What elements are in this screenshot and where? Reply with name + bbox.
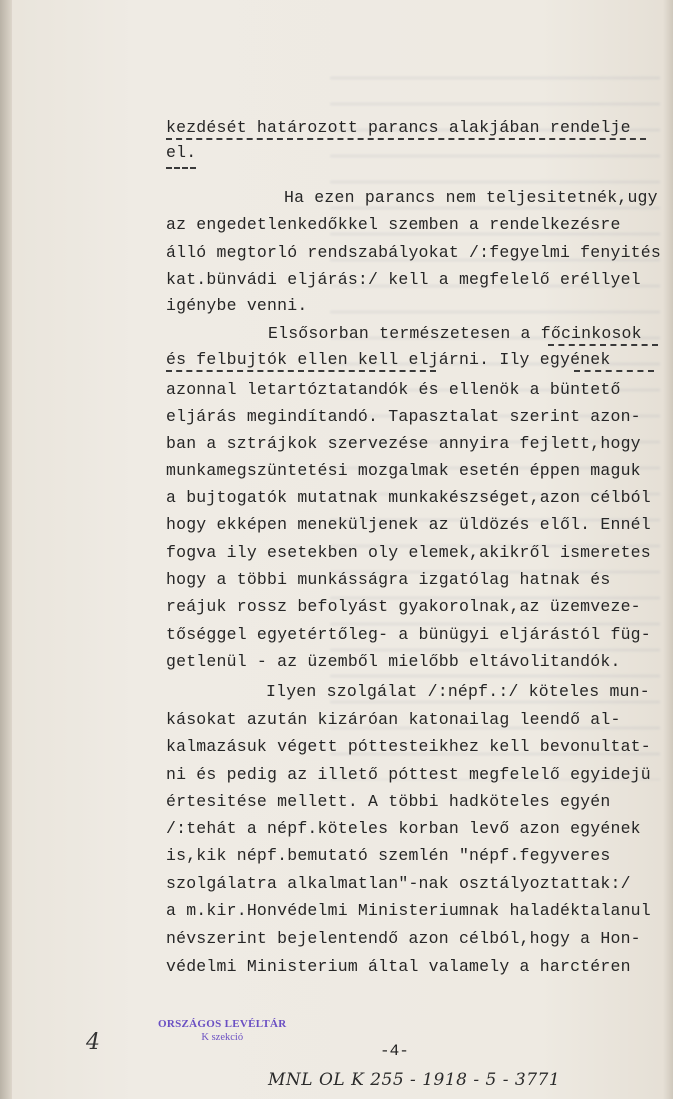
paper-edge-left — [0, 0, 12, 1099]
archive-stamp — [158, 1018, 287, 1043]
stamp-line-1: ORSZÁGOS LEVÉLTÁR — [158, 1018, 287, 1030]
text-line-18: reájuk rossz befolyást gyakorolnak,az üzemveze- — [166, 597, 641, 616]
text-line-28: szolgálatra alkalmatlan"-nak osztályoztattak:/ — [166, 874, 631, 893]
archive-reference: MNL OL K 255 - 1918 - 5 - 3771 — [268, 1070, 561, 1090]
underline-line9b — [574, 370, 654, 372]
text-line-21: Ilyen szolgálat /:népf.:/ köteles mun- — [266, 682, 650, 701]
text-line-11: eljárás megindítandó. Tapasztalat szerint azon- — [166, 407, 641, 426]
text-line-13: munkamegszüntetési mozgalmak esetén éppen maguk — [166, 461, 641, 480]
text-line-9: és felbujtók ellen kell eljárni. Ily egyének — [166, 350, 611, 369]
text-line-10: azonnal letartóztatandók és ellenök a büntető — [166, 380, 621, 399]
text-line-1: kezdését határozott parancs alakjában rendelje — [166, 118, 631, 137]
text-line-8: Elsősorban természetesen a főcinkosok — [268, 324, 642, 343]
text-line-6: kat.bünvádi eljárás:/ kell a megfelelő eréllyel — [166, 270, 641, 289]
text-line-23: kalmazásuk végett póttesteikhez kell bevonultat- — [166, 737, 651, 756]
text-line-4: az engedetlenkedőkkel szemben a rendelkezésre — [166, 215, 621, 234]
text-line-26: /:tehát a népf.köteles korban levő azon egyének — [166, 819, 641, 838]
page-number: -4- — [380, 1042, 409, 1060]
text-line-7: igénybe venni. — [166, 296, 308, 315]
text-line-5: álló megtorló rendszabályokat /:fegyelmi fenyités — [166, 243, 661, 262]
text-line-2: el. — [166, 143, 197, 162]
underline-line8 — [548, 344, 658, 346]
underline-line9 — [166, 370, 436, 372]
text-line-16: fogva ily esetekben oly elemek,akikről ismeretes — [166, 543, 651, 562]
text-line-25: értesitése mellett. A többi hadköteles egyén — [166, 792, 611, 811]
text-line-14: a bujtogatók mutatnak munkakészséget,azon célból — [166, 488, 651, 507]
text-line-24: ni és pedig az illető póttest megfelelő egyidejü — [166, 765, 651, 784]
text-line-30: névszerint bejelentendő azon célból,hogy a Hon- — [166, 929, 641, 948]
text-line-27: is,kik népf.bemutató szemlén "népf.fegyveres — [166, 846, 611, 865]
text-line-31: védelmi Ministerium által valamely a harctéren — [166, 957, 631, 976]
underline-line2 — [166, 167, 196, 169]
handwritten-mark: 4 — [86, 1030, 100, 1055]
text-line-3: Ha ezen parancs nem teljesitetnék,ugy — [284, 188, 658, 207]
text-line-15: hogy ekképen meneküljenek az üldözés elől. Ennél — [166, 515, 651, 534]
text-line-20: getlenül - az üzemből mielőbb eltávolitandók. — [166, 652, 621, 671]
text-line-17: hogy a többi munkásságra izgatólag hatnak és — [166, 570, 611, 589]
text-line-19: tőséggel egyetértőleg- a bünügyi eljárástól füg- — [166, 625, 651, 644]
text-line-29: a m.kir.Honvédelmi Ministeriumnak haladéktalanul — [166, 901, 651, 920]
underline-line1 — [166, 138, 646, 140]
text-line-12: ban a sztrájkok szervezése annyira fejlett,hogy — [166, 434, 641, 453]
text-line-22: kásokat azután kizáróan katonailag leendő al- — [166, 710, 621, 729]
paper-edge-right — [663, 0, 673, 1099]
stamp-line-2: K szekció — [201, 1032, 244, 1043]
